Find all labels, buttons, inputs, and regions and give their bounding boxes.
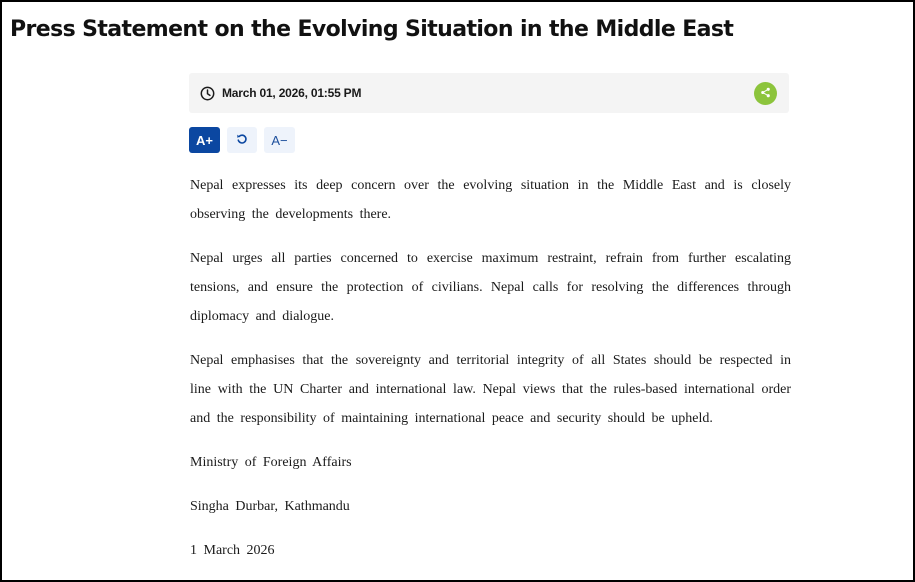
article-meta-bar <box>189 73 789 113</box>
reset-icon <box>236 133 248 148</box>
paragraph: Nepal emphasises that the sovereignty and territorial integrity of all States should be respected in line with the UN Charter and international law. Nepal views that the rules-based international order and the responsibility of maintaining international peace and security should be upheld. <box>190 353 791 426</box>
decrease-font-button[interactable]: A− <box>264 127 295 153</box>
font-size-controls <box>189 127 295 153</box>
clock-icon <box>200 86 215 101</box>
signature-date: 1 March 2026 <box>190 543 275 558</box>
page-title: Press Statement on the Evolving Situation in the Middle East <box>10 17 734 42</box>
share-icon <box>760 85 771 103</box>
increase-font-button[interactable]: A+ <box>189 127 220 153</box>
reset-font-button[interactable] <box>227 127 257 153</box>
paragraph: Nepal expresses its deep concern over the evolving situation in the Middle East and is closely observing the developments there. <box>190 178 791 222</box>
article-body <box>190 171 791 580</box>
signature-location: Singha Durbar, Kathmandu <box>190 499 350 514</box>
signature-issuer: Ministry of Foreign Affairs <box>190 455 352 470</box>
share-button[interactable] <box>754 82 777 105</box>
publish-date: March 01, 2026, 01:55 PM <box>222 86 362 100</box>
paragraph: Nepal urges all parties concerned to exercise maximum restraint, refrain from further escalating tensions, and ensure the protection of civilians. Nepal calls for resolving the differences through diplomacy and dialogue. <box>190 251 791 324</box>
